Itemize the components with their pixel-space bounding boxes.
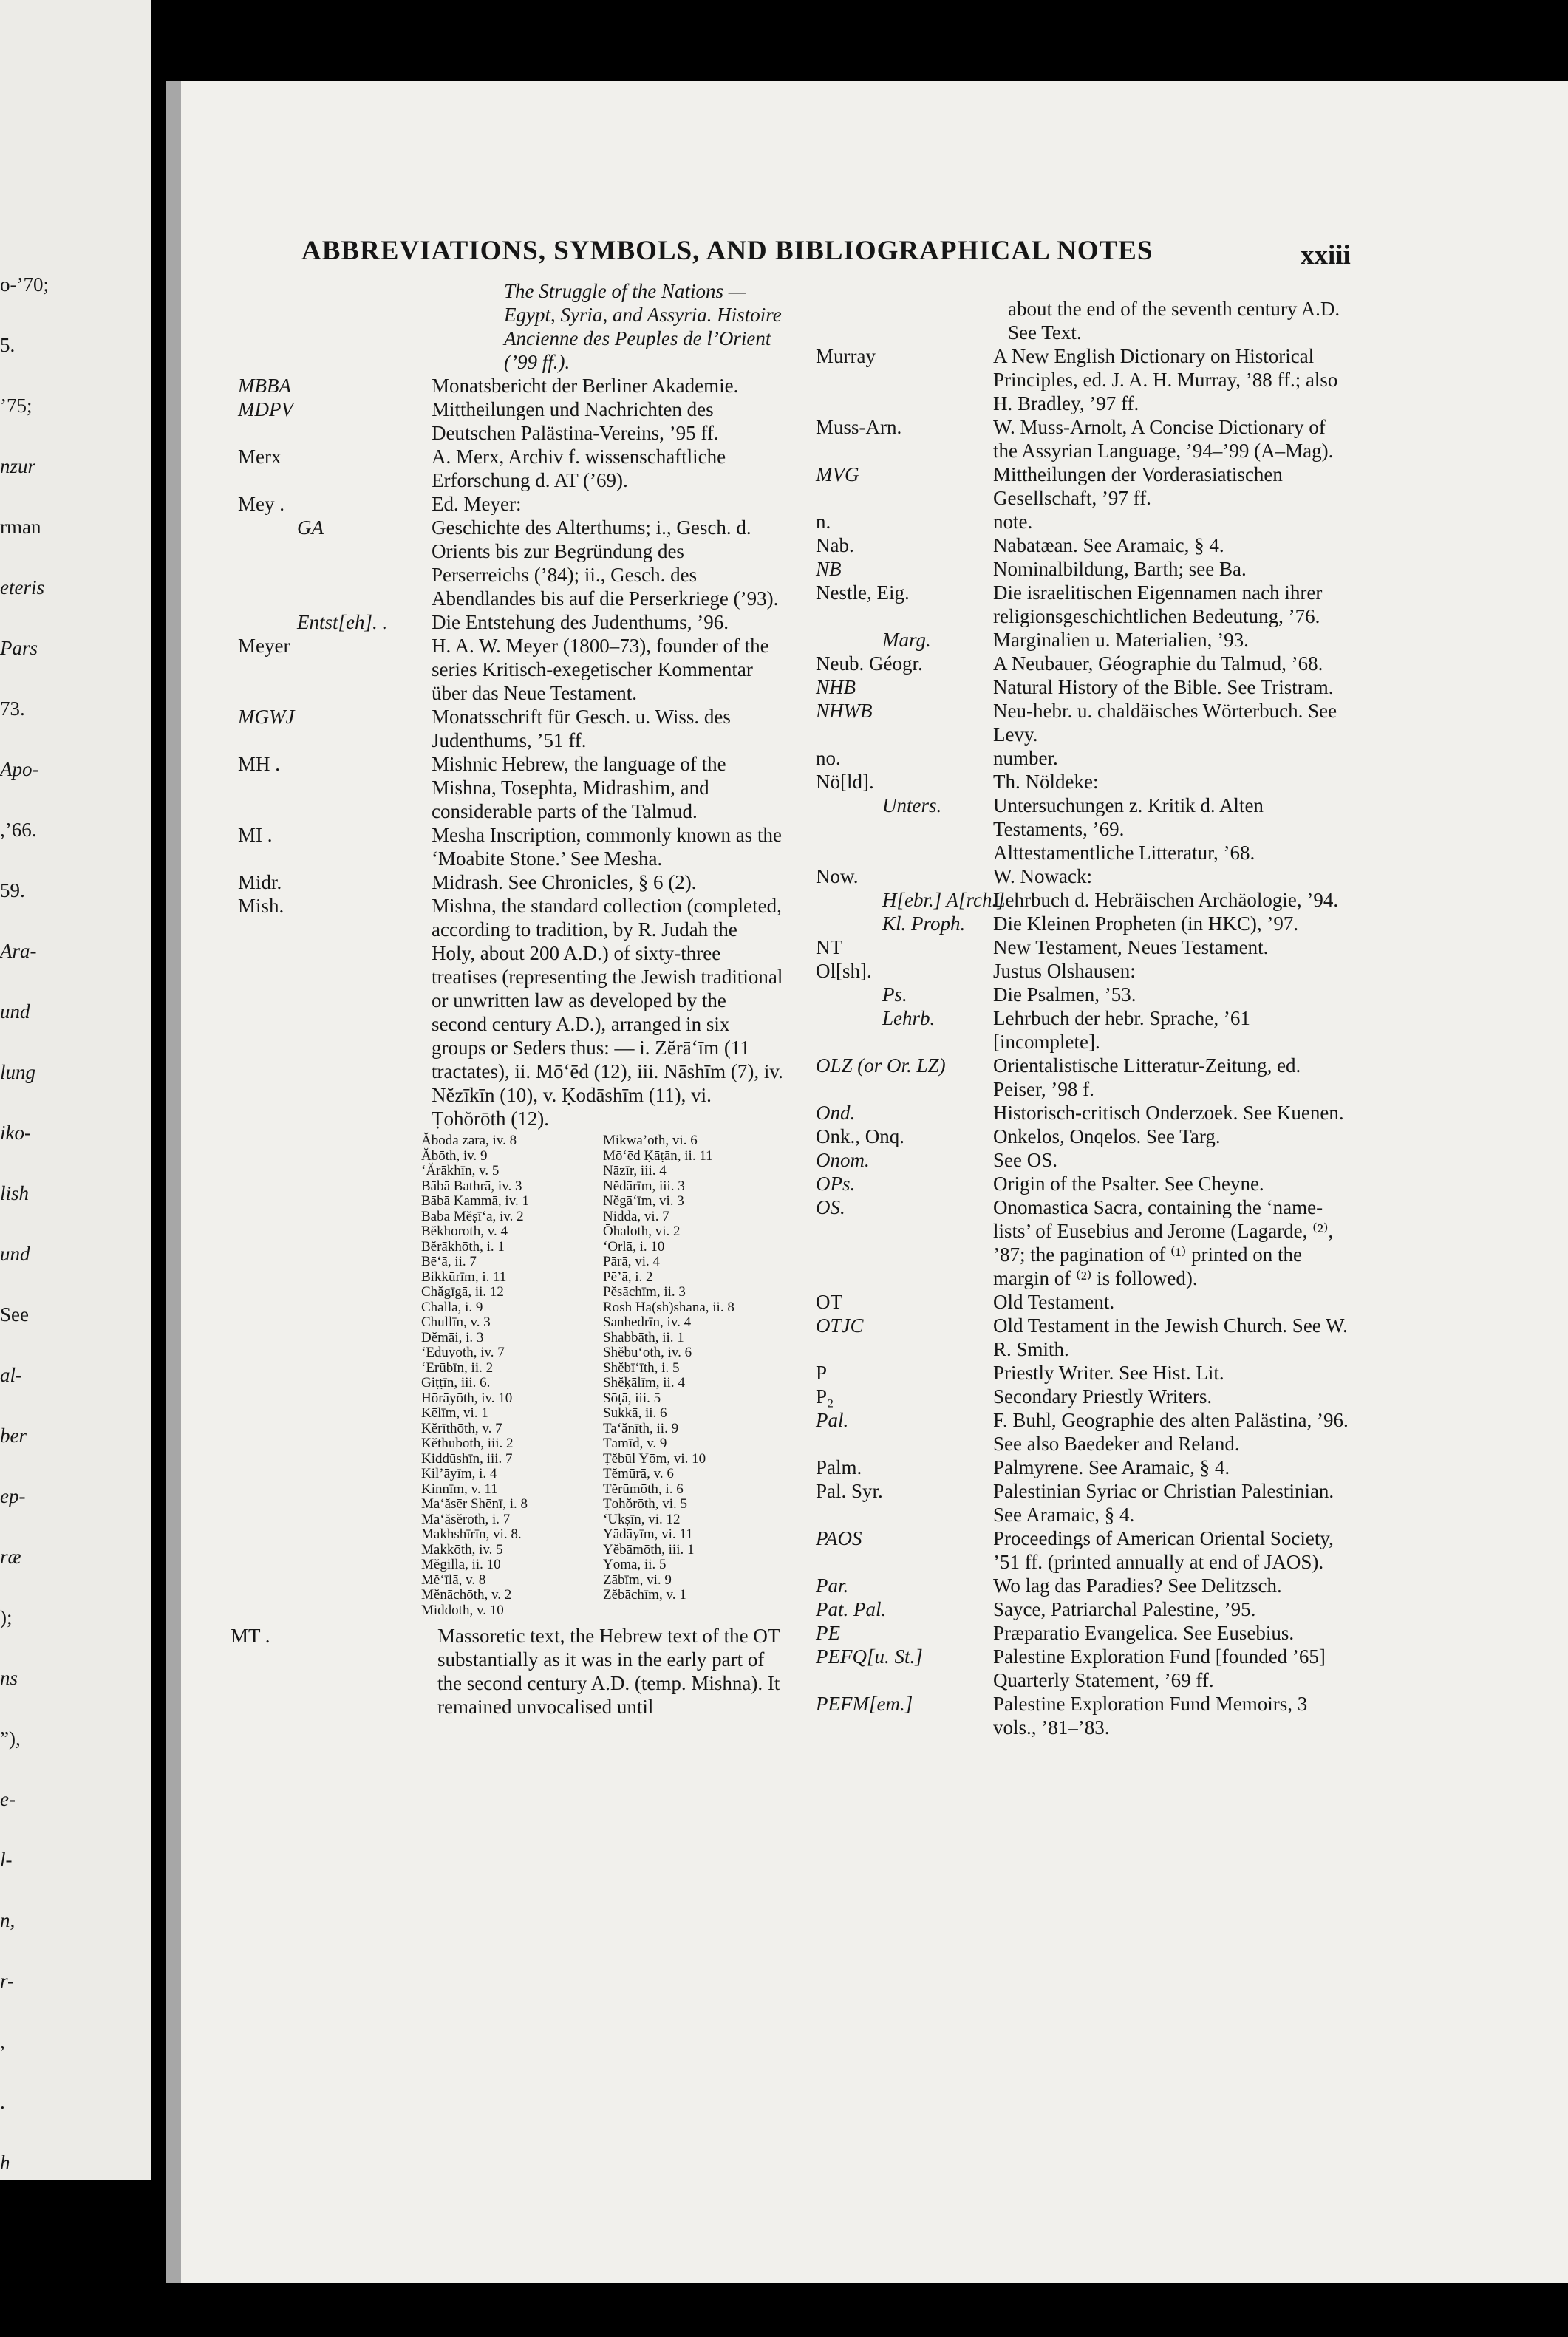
entry bbox=[238, 445, 785, 492]
entry-text: A Neubauer, Géographie du Talmud, ’68. bbox=[993, 652, 1323, 675]
tractate-item: Nāzīr, iii. 4 bbox=[603, 1163, 667, 1178]
entry bbox=[816, 628, 1351, 652]
tractate-item: Bĕkhōrōth, v. 4 bbox=[421, 1224, 508, 1239]
entry-text: Historisch-critisch Onderzoek. See Kuenen. bbox=[993, 1102, 1344, 1124]
entry-abbr: Palm. bbox=[816, 1456, 862, 1478]
entry-text: Secondary Priestly Writers. bbox=[993, 1385, 1213, 1408]
tractate-item: Ta‘ănīth, ii. 9 bbox=[603, 1420, 679, 1436]
entry-abbr: Entst[eh]. . bbox=[297, 611, 388, 633]
entry-text: Palestinian Syriac or Christian Palestinian. See Aramaic, § 4. bbox=[993, 1480, 1334, 1526]
entry-text: Geschichte des Alterthums; i., Gesch. d. Orients bis zur Begründung des Perserreichs (’84); ii., Gesch. des Abendlandes bis auf die Perserkriege (’93). bbox=[432, 516, 779, 610]
entry-text: Præparatio Evangelica. See Eusebius. bbox=[993, 1622, 1295, 1644]
entry-text: The Struggle of the Nations —Egypt, Syria, and Assyria. Histoire Ancienne des Peuples de l’Orient (’99 ff.). bbox=[504, 280, 782, 373]
entry bbox=[816, 1621, 1351, 1645]
entry-abbr: Ol[sh]. bbox=[816, 960, 872, 982]
entry-text: Lehrbuch d. Hebräischen Archäologie, ’94. bbox=[993, 889, 1339, 911]
entry bbox=[238, 516, 785, 610]
entry bbox=[816, 983, 1351, 1006]
entry-abbr: Onk., Onq. bbox=[816, 1125, 904, 1147]
tractate-item: Pārā, vi. 4 bbox=[603, 1254, 661, 1269]
adjacent-page-fragment: n, bbox=[0, 1909, 16, 1931]
continued-entry bbox=[816, 297, 1351, 344]
entry-abbr: MT . bbox=[231, 1625, 270, 1647]
adjacent-page-fragment: und bbox=[0, 1243, 30, 1265]
tractate-item: Niddā, vi. 7 bbox=[603, 1208, 669, 1224]
tractate-item: Ōhālōth, vi. 2 bbox=[603, 1224, 681, 1239]
tractate-item: Sōṭā, iii. 5 bbox=[603, 1390, 661, 1406]
entry bbox=[816, 1574, 1351, 1597]
entry bbox=[816, 1456, 1351, 1479]
tractate-item: Ma‘ăsēr Shēnī, i. 8 bbox=[421, 1496, 528, 1512]
entry bbox=[816, 675, 1351, 699]
tractate-item: Bābā Mĕṣī‘ā, iv. 2 bbox=[421, 1208, 524, 1224]
tractate-item: Kēlīm, vi. 1 bbox=[421, 1405, 488, 1421]
entry-text: See OS. bbox=[993, 1149, 1057, 1171]
entry-abbr: OPs. bbox=[816, 1173, 856, 1195]
entry bbox=[816, 1408, 1351, 1456]
entry-text: Proceedings of American Oriental Society, ’51 ff. (printed annually at end of JAOS). bbox=[993, 1527, 1334, 1573]
entry-text: Origin of the Psalter. See Cheyne. bbox=[993, 1173, 1264, 1195]
adjacent-page-fragment: lung bbox=[0, 1061, 36, 1083]
tractate-item: Tĕmūrā, v. 6 bbox=[603, 1466, 674, 1481]
tractate-item: Yādāyīm, vi. 11 bbox=[603, 1526, 693, 1542]
entry-text: Mishna, the standard collection (completed, according to tradition, by R. Judah the Holy, about 200 A.D.) of sixty-three treatises (representing the Jewish traditional or unwritten law as developed by the second century A.D.), arranged in six groups or Seders thus: — i. Zĕrā‘īm (11 tractates), ii. Mō‘ēd (12), iii. Nāshīm (7), iv. Nĕzīkīn (10), v. Ḳodāshīm (11), vi. Ṭohŏrōth (12). bbox=[432, 895, 783, 1130]
tractate-item: Hōrāyōth, iv. 10 bbox=[421, 1390, 513, 1406]
entry-abbr: Ond. bbox=[816, 1102, 856, 1124]
entry bbox=[816, 1597, 1351, 1621]
entry bbox=[238, 705, 785, 752]
entry-text: Sayce, Patriarchal Palestine, ’95. bbox=[993, 1598, 1256, 1620]
adjacent-page-fragment: 59. bbox=[0, 879, 25, 901]
entry-text: Die Kleinen Propheten (in HKC), ’97. bbox=[993, 912, 1299, 935]
tractate-item: Kinnīm, v. 11 bbox=[421, 1481, 498, 1497]
adjacent-page-fragment: ep- bbox=[0, 1485, 26, 1507]
adjacent-page-fragment: Pars bbox=[0, 637, 38, 659]
adjacent-page-fragment: rman bbox=[0, 516, 41, 538]
tractate-item: ‘Erūbīn, ii. 2 bbox=[421, 1359, 494, 1376]
entry bbox=[238, 634, 785, 705]
entry-abbr: Marg. bbox=[882, 629, 931, 651]
entry-abbr: n. bbox=[816, 511, 831, 533]
entry-abbr: Ps. bbox=[882, 983, 907, 1006]
entry bbox=[816, 1172, 1351, 1195]
tractate-item: Shĕḳālīm, ii. 4 bbox=[603, 1375, 685, 1391]
tractate-item: Mĕ‘īlā, v. 8 bbox=[421, 1572, 486, 1588]
entry-text: Mesha Inscription, commonly known as the ‘Moabite Stone.’ See Mesha. bbox=[432, 824, 782, 870]
tractate-item: Giṭṭīn, iii. 6. bbox=[421, 1375, 491, 1391]
entry bbox=[238, 870, 785, 894]
tractate-item: Shĕbū‘ōth, iv. 6 bbox=[603, 1345, 692, 1360]
adjacent-page-fragment: und bbox=[0, 1000, 30, 1023]
entry-text: Mittheilungen und Nachrichten des Deutschen Palästina-Vereins, ’95 ff. bbox=[432, 398, 719, 444]
entry bbox=[816, 1479, 1351, 1526]
tractate-item: Makhshīrīn, vi. 8. bbox=[421, 1526, 522, 1542]
tractate-item: Mĕgillā, ii. 10 bbox=[421, 1557, 501, 1572]
entry-text: Th. Nöldeke: bbox=[993, 771, 1099, 793]
tractate-item: Chullīn, v. 3 bbox=[421, 1314, 491, 1330]
entry bbox=[816, 557, 1351, 581]
entry-text: Monatsschrift für Gesch. u. Wiss. des Judenthums, ’51 ff. bbox=[432, 706, 731, 751]
entry-abbr: Pal. bbox=[816, 1409, 849, 1431]
entry bbox=[816, 581, 1351, 628]
entry-text: Wo lag das Paradies? See Delitzsch. bbox=[993, 1575, 1282, 1597]
entry bbox=[816, 770, 1351, 794]
entry-text: Justus Olshausen: bbox=[993, 960, 1136, 982]
entry-abbr: OTJC bbox=[816, 1314, 864, 1337]
tractate-item: Bikkūrīm, i. 11 bbox=[421, 1269, 507, 1285]
tractate-item bbox=[603, 1603, 776, 1619]
entry bbox=[816, 1692, 1351, 1739]
tractate-item: Bĕrākhōth, i. 1 bbox=[421, 1238, 505, 1255]
entry bbox=[816, 463, 1351, 510]
tractate-item: Rōsh Ha(sh)shānā, ii. 8 bbox=[603, 1299, 734, 1315]
tractate-item: Makkōth, iv. 5 bbox=[421, 1541, 503, 1558]
entry-text: Alttestamentliche Litteratur, ’68. bbox=[993, 842, 1255, 864]
tractate-item: Yĕbāmōth, iii. 1 bbox=[603, 1541, 695, 1558]
adjacent-page-fragment: ’75; bbox=[0, 395, 33, 417]
tractate-item: Pĕsāchīm, ii. 3 bbox=[603, 1284, 686, 1300]
tractate-item: Kĕthūbōth, iii. 2 bbox=[421, 1436, 514, 1451]
entry-abbr: NB bbox=[816, 558, 842, 580]
adjacent-page-fragment: , bbox=[0, 2030, 5, 2053]
entry-abbr: MDPV bbox=[238, 398, 293, 420]
entry bbox=[816, 841, 1351, 864]
entry bbox=[816, 415, 1351, 463]
entry bbox=[816, 794, 1351, 841]
tractate-item: Kĕrīthōth, v. 7 bbox=[421, 1420, 502, 1436]
tractate-item: Dĕmāi, i. 3 bbox=[421, 1329, 484, 1345]
entry-abbr: Meyer bbox=[238, 635, 290, 657]
entry-text: Nabatæan. See Aramaic, § 4. bbox=[993, 534, 1224, 556]
entry-text: F. Buhl, Geographie des alten Palästina, ’96. See also Baedeker and Reland. bbox=[993, 1409, 1349, 1455]
entry-text: Untersuchungen z. Kritik d. Alten Testaments, ’69. bbox=[993, 794, 1264, 840]
page-number: xxiii bbox=[1301, 240, 1351, 270]
tractate-item: Ăbōdā zārā, iv. 8 bbox=[421, 1133, 517, 1148]
entry-abbr: Now. bbox=[816, 865, 859, 887]
adjacent-page-fragment: 73. bbox=[0, 697, 25, 720]
adjacent-page-fragment: iko- bbox=[0, 1122, 31, 1144]
entry-abbr: OS. bbox=[816, 1196, 845, 1218]
tractate-item: Ṭĕbūl Yōm, vi. 10 bbox=[603, 1450, 706, 1467]
entry-text: H. A. W. Meyer (1800–73), founder of the series Kritisch-exegetischer Kommentar über das Neue Testament. bbox=[432, 635, 769, 704]
entry-abbr: Pal. Syr. bbox=[816, 1480, 883, 1502]
entry-abbr: PE bbox=[816, 1622, 840, 1644]
entry bbox=[816, 888, 1351, 912]
entry-text: Orientalistische Litteratur-Zeitung, ed. Peiser, ’98 f. bbox=[993, 1054, 1301, 1100]
entry-abbr: OT bbox=[816, 1291, 842, 1313]
tractate-item: Bābā Kammā, iv. 1 bbox=[421, 1193, 529, 1209]
tractate-item: Mikwā’ōth, vi. 6 bbox=[603, 1133, 698, 1148]
entry-abbr: Murray bbox=[816, 345, 876, 367]
entry bbox=[816, 344, 1351, 415]
entry-text: A New English Dictionary on Historical Principles, ed. J. A. H. Murray, ’88 ff.; also H. Bradley, ’97 ff. bbox=[993, 345, 1338, 414]
entry bbox=[238, 492, 785, 516]
entry-abbr: PAOS bbox=[816, 1527, 862, 1549]
entry bbox=[816, 1125, 1351, 1148]
entry-text: note. bbox=[993, 511, 1033, 533]
right-column bbox=[816, 297, 1351, 1739]
tractate-item: ‘Ukṣīn, vi. 12 bbox=[603, 1511, 681, 1527]
entry-text: Marginalien u. Materialien, ’93. bbox=[993, 629, 1249, 651]
entry bbox=[816, 1148, 1351, 1172]
entry-abbr: Merx bbox=[238, 446, 282, 468]
tractate-item: Mĕnāchōth, v. 2 bbox=[421, 1587, 512, 1603]
entry-text: Palestine Exploration Fund Memoirs, 3 vols., ’81–’83. bbox=[993, 1693, 1308, 1739]
entry-text: Die Entstehung des Judenthums, ’96. bbox=[432, 611, 729, 633]
entry bbox=[816, 510, 1351, 533]
entry bbox=[816, 1195, 1351, 1290]
left-column bbox=[231, 279, 785, 1719]
entry-text: New Testament, Neues Testament. bbox=[993, 936, 1269, 958]
tractate-item: Tāmīd, v. 9 bbox=[603, 1436, 667, 1451]
adjacent-page-fragment: r- bbox=[0, 1970, 14, 1992]
entry bbox=[816, 652, 1351, 675]
adjacent-page-fragment: lish bbox=[0, 1182, 30, 1204]
adjacent-page-fragment: ”), bbox=[0, 1727, 21, 1750]
entry-text: Lehrbuch der hebr. Sprache, ’61 [incomplete]. bbox=[993, 1007, 1250, 1053]
adjacent-page-fragment: ); bbox=[0, 1606, 13, 1628]
entry-text: Massoretic text, the Hebrew text of the OT substantially as it was in the early part of the second century A.D. (temp. Mishna). It remained unvocalised until bbox=[437, 1625, 780, 1718]
entry-text: Onkelos, Onqelos. See Targ. bbox=[993, 1125, 1221, 1147]
entry-abbr: MH . bbox=[238, 753, 281, 775]
entry-mt bbox=[231, 1624, 785, 1719]
entry-abbr: P₂ bbox=[816, 1385, 834, 1408]
entry bbox=[238, 894, 785, 1130]
entry bbox=[816, 1314, 1351, 1361]
entry-abbr: Unters. bbox=[882, 794, 942, 816]
entry-abbr: OLZ (or Or. LZ) bbox=[816, 1054, 946, 1077]
entry-text: Old Testament. bbox=[993, 1291, 1115, 1313]
running-head: ABBREVIATIONS, SYMBOLS, AND BIBLIOGRAPHICAL NOTES bbox=[301, 236, 1153, 266]
entry-abbr: H[ebr.] A[rch.] bbox=[882, 889, 1005, 911]
tractate-list bbox=[421, 1133, 776, 1618]
entry bbox=[816, 1054, 1351, 1101]
entry bbox=[238, 610, 785, 634]
tractate-item: Zĕbāchīm, v. 1 bbox=[603, 1587, 686, 1603]
entry bbox=[816, 959, 1351, 983]
entry-abbr: NHB bbox=[816, 676, 856, 698]
tractate-item: Bābā Bathrā, iv. 3 bbox=[421, 1178, 522, 1194]
entry bbox=[816, 1361, 1351, 1385]
tractate-item: Tĕrūmōth, i. 6 bbox=[603, 1481, 684, 1497]
entry-abbr: MI . bbox=[238, 824, 273, 846]
adjacent-page-fragment: nzur bbox=[0, 455, 36, 477]
tractate-item: Kil’āyīm, i. 4 bbox=[421, 1466, 497, 1481]
entry-text: Mittheilungen der Vorderasiatischen Gesellschaft, ’97 ff. bbox=[993, 463, 1283, 509]
entry-abbr: Mish. bbox=[238, 895, 284, 917]
tractate-item: Sukkā, ii. 6 bbox=[603, 1405, 667, 1421]
tractate-item: Mō‘ēd Ḳāṭān, ii. 11 bbox=[603, 1147, 713, 1164]
entry bbox=[816, 1526, 1351, 1574]
entry-abbr: Nestle, Eig. bbox=[816, 581, 910, 604]
tractate-item: Kiddūshīn, iii. 7 bbox=[421, 1450, 513, 1467]
entry-abbr: Muss-Arn. bbox=[816, 416, 902, 438]
entry-text: Old Testament in the Jewish Church. See W. R. Smith. bbox=[993, 1314, 1348, 1360]
entry-text: Nominalbildung, Barth; see Ba. bbox=[993, 558, 1247, 580]
entry-abbr: MGWJ bbox=[238, 706, 295, 728]
entry-text: Ed. Meyer: bbox=[432, 493, 522, 515]
adjacent-page-fragment: 5. bbox=[0, 334, 16, 356]
entry-abbr: no. bbox=[816, 747, 841, 769]
adjacent-page-fragment: ,’66. bbox=[0, 819, 37, 841]
entry bbox=[816, 1645, 1351, 1692]
adjacent-page-fragment: h bbox=[0, 2152, 10, 2174]
entry-abbr: Lehrb. bbox=[882, 1007, 935, 1029]
entry-text: Neu-hebr. u. chaldäisches Wörterbuch. See Levy. bbox=[993, 700, 1337, 746]
entry-text: Natural History of the Bible. See Tristram. bbox=[993, 676, 1334, 698]
entry-text: Mishnic Hebrew, the language of the Mishna, Tosephta, Midrashim, and considerable parts of the Talmud. bbox=[432, 753, 726, 822]
entry-text: number. bbox=[993, 747, 1058, 769]
entry-text: Palestine Exploration Fund [founded ’65] Quarterly Statement, ’69 ff. bbox=[993, 1645, 1326, 1691]
entry-abbr: P bbox=[816, 1362, 828, 1384]
tractate-item: Shabbāth, ii. 1 bbox=[603, 1329, 684, 1345]
entry bbox=[816, 533, 1351, 557]
entry-text: Midrash. See Chronicles, § 6 (2). bbox=[432, 871, 697, 893]
adjacent-page-fragment: . bbox=[0, 2091, 5, 2113]
entry-abbr: NHWB bbox=[816, 700, 873, 722]
entry bbox=[238, 374, 785, 398]
entry bbox=[816, 1385, 1351, 1408]
entry bbox=[816, 1290, 1351, 1314]
continued-entry bbox=[238, 279, 785, 374]
adjacent-page-fragment: e- bbox=[0, 1788, 16, 1810]
adjacent-page-fragment: ns bbox=[0, 1667, 18, 1689]
tractate-item: Middōth, v. 10 bbox=[421, 1602, 504, 1618]
entry-text: W. Nowack: bbox=[993, 865, 1092, 887]
tractate-item: Shĕbī‘īth, i. 5 bbox=[603, 1359, 680, 1376]
entry bbox=[238, 398, 785, 445]
entry bbox=[816, 1101, 1351, 1125]
entry bbox=[816, 912, 1351, 935]
entry bbox=[238, 752, 785, 823]
tractate-item: Ṭohŏrōth, vi. 5 bbox=[603, 1496, 687, 1512]
tractate-item: Challā, i. 9 bbox=[421, 1299, 483, 1315]
entry bbox=[816, 1006, 1351, 1054]
entry-abbr: Neub. Géogr. bbox=[816, 652, 923, 675]
adjacent-page-fragment: l- bbox=[0, 1849, 13, 1871]
entry-abbr: NT bbox=[816, 936, 842, 958]
entry-abbr: MBBA bbox=[238, 375, 291, 397]
entry-text: Monatsbericht der Berliner Akademie. bbox=[432, 375, 739, 397]
entry-text: Die israelitischen Eigennamen nach ihrer religionsgeschichtlichen Bedeutung, ’76. bbox=[993, 581, 1323, 627]
entry-abbr: Mey . bbox=[238, 493, 284, 515]
tractate-item: Ăbōth, iv. 9 bbox=[421, 1147, 488, 1164]
tractate-item: Bē‘ā, ii. 7 bbox=[421, 1254, 477, 1269]
entry bbox=[238, 823, 785, 870]
tractate-item: Pē’ā, i. 2 bbox=[603, 1269, 653, 1285]
entry-abbr: Par. bbox=[816, 1575, 849, 1597]
entry-abbr: Onom. bbox=[816, 1149, 870, 1171]
tractate-item: ‘Ărākhīn, v. 5 bbox=[421, 1163, 500, 1178]
entry-text: about the end of the seventh century A.D. See Text. bbox=[1008, 298, 1340, 344]
entry-abbr: MVG bbox=[816, 463, 859, 485]
adjacent-page-fragment: Ara- bbox=[0, 940, 37, 962]
tractate-item: Sanhedrīn, iv. 4 bbox=[603, 1314, 692, 1330]
entry bbox=[816, 746, 1351, 770]
tractate-item: Chăgīgā, ii. 12 bbox=[421, 1284, 504, 1300]
entry-abbr: Nab. bbox=[816, 534, 854, 556]
tractate-item: Yōmā, ii. 5 bbox=[603, 1557, 667, 1572]
entry bbox=[816, 699, 1351, 746]
entry-abbr: Nö[ld]. bbox=[816, 771, 874, 793]
entry-abbr: Pat. Pal. bbox=[816, 1598, 887, 1620]
adjacent-page-fragment: al- bbox=[0, 1364, 22, 1386]
adjacent-page-fragment: Apo- bbox=[0, 758, 39, 780]
entry-abbr: Kl. Proph. bbox=[882, 912, 966, 935]
entry-abbr: PEFQ[u. St.] bbox=[816, 1645, 923, 1668]
entry-text: A. Merx, Archiv f. wissenschaftliche Erforschung d. AT (’69). bbox=[432, 446, 726, 491]
entry-text: Palmyrene. See Aramaic, § 4. bbox=[993, 1456, 1230, 1478]
tractate-item: Nĕdārīm, iii. 3 bbox=[603, 1178, 685, 1194]
entry-abbr: Midr. bbox=[238, 871, 282, 893]
entry-text: Priestly Writer. See Hist. Lit. bbox=[993, 1362, 1224, 1384]
adjacent-page-fragment: ræ bbox=[0, 1546, 21, 1568]
entry-abbr: PEFM[em.] bbox=[816, 1693, 913, 1715]
adjacent-page-fragment: eteris bbox=[0, 576, 44, 598]
tractate-item: ‘Orlā, i. 10 bbox=[603, 1238, 665, 1255]
entry-abbr: GA bbox=[297, 516, 324, 539]
entry-text: Onomastica Sacra, containing the ‘name-lists’ of Eusebius and Jerome (Lagarde, ⁽²⁾, ’87; the pagination of ⁽¹⁾ printed on the margin of ⁽²⁾ is followed). bbox=[993, 1196, 1334, 1289]
adjacent-page-edge bbox=[0, 0, 151, 2180]
tractate-item: Ma‘ăsĕrōth, i. 7 bbox=[421, 1511, 511, 1527]
adjacent-page-fragment: ber bbox=[0, 1425, 27, 1447]
entry bbox=[816, 935, 1351, 959]
adjacent-page-fragment: o-’70; bbox=[0, 273, 49, 296]
entry-text: Die Psalmen, ’53. bbox=[993, 983, 1136, 1006]
tractate-item: Nĕgā‘īm, vi. 3 bbox=[603, 1193, 684, 1209]
entry-text: W. Muss-Arnolt, A Concise Dictionary of the Assyrian Language, ’94–’99 (A–Mag). bbox=[993, 416, 1334, 462]
entry bbox=[816, 864, 1351, 888]
tractate-item: Zābīm, vi. 9 bbox=[603, 1572, 672, 1588]
adjacent-page-fragment: See bbox=[0, 1303, 29, 1326]
tractate-item: ‘Edūyōth, iv. 7 bbox=[421, 1345, 505, 1360]
